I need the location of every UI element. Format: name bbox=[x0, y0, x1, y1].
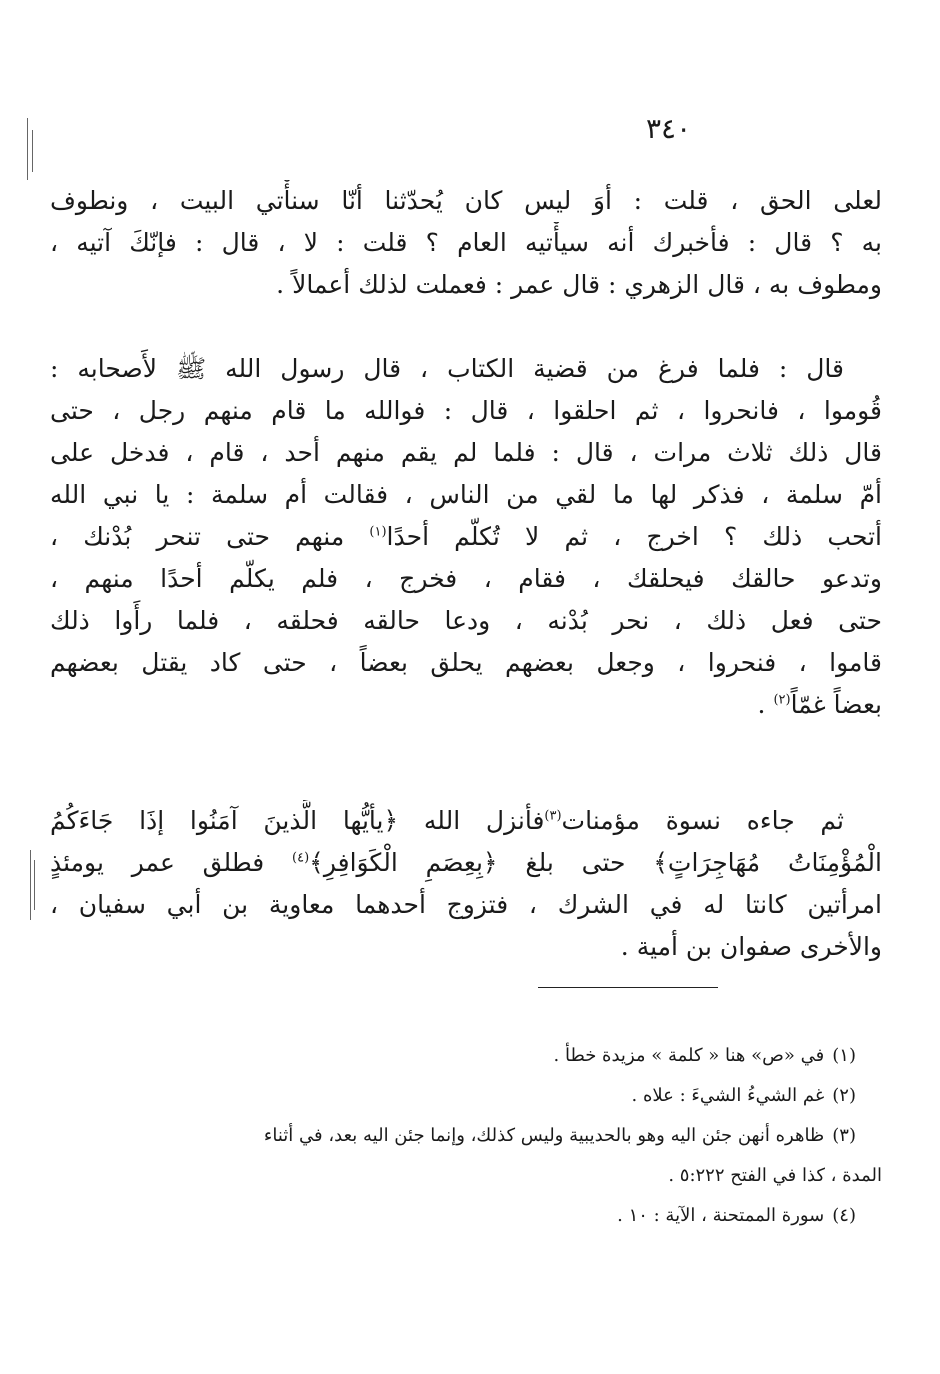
quran-quote: فأنزل الله ﴿يأيُّها الَّذينَ آمَنُوا إذَا جَاءَكُمُ bbox=[50, 806, 545, 835]
paragraph-2 bbox=[50, 348, 882, 726]
text-segment: بعضاً غمّاً bbox=[790, 690, 882, 719]
text-line bbox=[50, 800, 882, 842]
text-line: به ؟ قال : فأخبرك أنه سيأْتيه العام ؟ قلت : لا ، قال : فإنّكَ آتيه ، bbox=[50, 228, 882, 257]
footnote-2 bbox=[50, 1076, 882, 1116]
footnote-ref-4[interactable]: (٤) bbox=[292, 850, 310, 866]
margin-mark bbox=[34, 860, 35, 910]
text-line: ومطوف به ، قال الزهري : قال عمر : فعملت لذلك أعمالاً . bbox=[276, 270, 882, 299]
text-line: والأخرى صفوان بن أمية . bbox=[620, 932, 882, 961]
paragraph-3 bbox=[50, 800, 882, 968]
footnotes bbox=[50, 1036, 882, 1236]
footnote-ref-1[interactable]: (١) bbox=[369, 524, 387, 540]
text-line: لعلى الحق ، قلت : أوَ ليس كان يُحدّثنا أنّا سنأْتي البيت ، ونطوف bbox=[50, 186, 882, 215]
footnote-number: (٤) bbox=[832, 1205, 856, 1226]
text-line: أمّ سلمة ، فذكر لها ما لقي من الناس ، فقالت أم سلمة : يا نبي الله bbox=[50, 480, 882, 509]
text-line: امرأتين كانتا له في الشرك ، فتزوج أحدهما معاوية بن أبي سفيان ، bbox=[50, 890, 882, 919]
footnote-1 bbox=[50, 1036, 882, 1076]
text-line: وتدعو حالقك فيحلقك ، فقام ، فخرج ، فلم يكلّم أحدًا منهم ، bbox=[50, 564, 882, 593]
text-line: حتى فعل ذلك ، نحر بُدْنه ، ودعا حالقه فحلقه ، فلما رأَوا ذلك bbox=[50, 606, 882, 635]
footnote-number: (٣) bbox=[832, 1125, 856, 1146]
page-number: ٣٤٠ bbox=[646, 112, 692, 145]
footnote-4 bbox=[50, 1196, 882, 1236]
footnote-number: (١) bbox=[832, 1045, 856, 1066]
paragraph-1 bbox=[50, 180, 882, 306]
text-line: قُوموا ، فانحروا ، ثم احلقوا ، قال : فوالله ما قام منهم رجل ، حتى bbox=[50, 396, 882, 425]
quran-quote: الْمُؤْمِنَاتُ مُهَاجِرَاتٍ﴾ حتى بلغ ﴿بِعِصَمِ الْكَوَافِرِ﴾ bbox=[309, 848, 882, 877]
text-segment: منهم حتى تنحر بُدْنك ، bbox=[50, 522, 345, 551]
margin-mark bbox=[32, 130, 33, 172]
footnote-text: في «ص» هنا « كلمة » مزيدة خطأ . bbox=[553, 1045, 825, 1066]
footnote-text: ظاهره أنهن جئن اليه وهو بالحديبية وليس كذلك، وإنما جئن اليه بعد، في أثناء bbox=[263, 1125, 825, 1146]
footnote-text: غم الشيءُ الشيءَ : علاه . bbox=[631, 1085, 825, 1106]
text-line: قاموا ، فنحروا ، وجعل بعضهم يحلق بعضاً ، حتى كاد يقتل بعضهم bbox=[50, 648, 882, 677]
footnote-text: سورة الممتحنة ، الآية : ١٠ . bbox=[617, 1205, 825, 1226]
footnote-3 bbox=[50, 1116, 882, 1156]
footnote-number: (٢) bbox=[832, 1085, 856, 1106]
footnote-ref-3[interactable]: (٣) bbox=[544, 808, 562, 824]
text-segment: . bbox=[757, 690, 766, 719]
footnote-3-continued: المدة ، كذا في الفتح ٥:٢٢٢ . bbox=[668, 1165, 882, 1186]
text-line: قال : فلما فرغ من قضية الكتاب ، قال رسول الله ﷺ لأَصحابه : bbox=[50, 354, 844, 383]
footnote-divider bbox=[538, 987, 718, 988]
text-line: قال ذلك ثلاث مرات ، قال : فلما لم يقم منهم أحد ، قام ، فدخل على bbox=[50, 438, 882, 467]
margin-mark bbox=[27, 118, 28, 180]
text-line bbox=[50, 842, 882, 884]
text-segment: ثم جاءه نسوة مؤمنات bbox=[561, 806, 845, 835]
footnote-ref-2[interactable]: (٢) bbox=[773, 692, 791, 708]
margin-mark bbox=[30, 850, 31, 920]
text-line bbox=[50, 684, 882, 726]
text-segment: أتحب ذلك ؟ اخرج ، ثم لا تُكلّم أحدًا bbox=[386, 522, 882, 551]
text-segment: فطلق عمر يومئذٍ bbox=[50, 848, 265, 877]
text-line bbox=[50, 516, 882, 558]
